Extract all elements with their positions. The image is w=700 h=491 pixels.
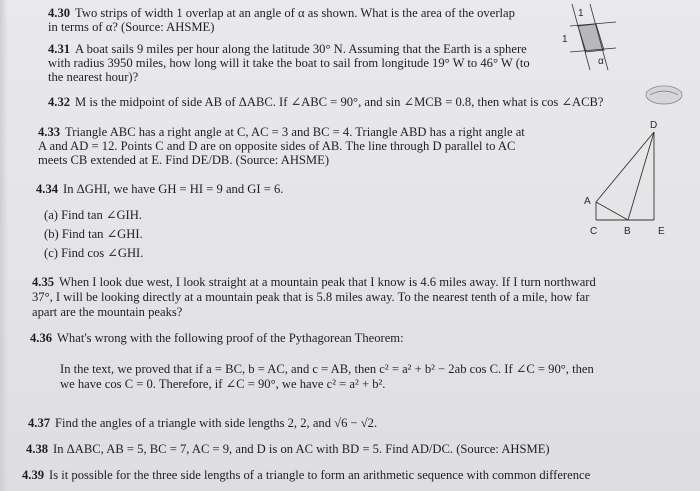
problem-4-32-line-1 bbox=[48, 95, 604, 109]
problem-4-30-line-1 bbox=[48, 6, 515, 20]
segment-DB bbox=[628, 132, 654, 220]
problem-4-35-line-2 bbox=[32, 290, 589, 304]
problem-number: 4.38 bbox=[26, 442, 49, 456]
problem-text: 37°, I will be looking directly at a mountain peak that is 5.8 miles away. To the nearest tenth of a mile, how far bbox=[32, 290, 590, 304]
problem-number: 4.35 bbox=[32, 275, 55, 289]
problem-4-33-line-2 bbox=[38, 139, 515, 153]
problem-4-38-line-1 bbox=[26, 442, 550, 456]
problem-text: M is the midpoint of side AB of ΔABC. If ∠ABC = 90°, and sin ∠MCB = 0.8, then what is cos ∠ACB? bbox=[75, 95, 604, 109]
problem-text: the nearest hour)? bbox=[48, 70, 139, 84]
problem-4-34-part-a: (a) Find tan ∠GIH. bbox=[44, 208, 142, 222]
problem-4-33-line-1 bbox=[38, 125, 525, 139]
problem-4-39-line-1 bbox=[22, 468, 590, 482]
problem-4-37-line-1 bbox=[28, 416, 377, 430]
vertex-label-E: E bbox=[658, 226, 665, 237]
problem-text: with radius 3950 miles, how long will it take the boat to sail from longitude 19° W to 46° W (to bbox=[48, 56, 530, 70]
vertex-label-C: C bbox=[590, 226, 598, 237]
angle-alpha-label: α bbox=[598, 56, 604, 67]
problem-4-30-line-2 bbox=[48, 20, 214, 34]
problem-text: meets CB extended at E. Find DE/DB. (Source: AHSME) bbox=[38, 153, 330, 167]
strip-width-label: 1 bbox=[578, 8, 584, 19]
problem-text: Triangle ABC has a right angle at C, AC = 3 and BC = 4. Triangle ABD has a right angle at bbox=[65, 125, 525, 139]
problem-text: A boat sails 9 miles per hour along the latitude 30° N. Assuming that the Earth is a sphere bbox=[75, 42, 527, 56]
vertex-label-D: D bbox=[650, 120, 658, 131]
problem-4-36-line-1 bbox=[30, 331, 404, 345]
problem-4-36-proof-line-1: In the text, we proved that if a = BC, b = AC, and c = AB, then c² = a² + b² − 2ab cos C. If ∠C = 90°, then bbox=[60, 362, 594, 376]
problem-4-34-part-c: (c) Find cos ∠GHI. bbox=[44, 246, 144, 260]
problem-4-31-line-1 bbox=[48, 42, 527, 56]
triangle-abde-figure bbox=[578, 118, 696, 246]
problem-text: apart are the mountain peaks? bbox=[32, 305, 183, 319]
problem-number: 4.31 bbox=[48, 42, 71, 56]
strip-width-label: 1 bbox=[562, 34, 568, 45]
problem-number: 4.30 bbox=[48, 6, 71, 20]
segment-AB bbox=[596, 202, 628, 220]
problem-number: 4.33 bbox=[38, 125, 61, 139]
overlapping-strips-figure bbox=[560, 4, 620, 72]
corner-stamp bbox=[644, 84, 684, 106]
problem-text: Two strips of width 1 overlap at an angle of α as shown. What is the area of the overlap bbox=[75, 6, 515, 20]
problem-4-34-line-1 bbox=[36, 182, 283, 196]
problem-text: Is it possible for the three side lengths of a triangle to form an arithmetic sequence with common difference bbox=[49, 468, 591, 482]
problem-text: When I look due west, I look straight at a mountain peak that I know is 4.6 miles away. If I turn northward bbox=[59, 275, 596, 289]
problem-4-35-line-1 bbox=[32, 275, 596, 289]
problem-text: in terms of α? (Source: AHSME) bbox=[48, 20, 215, 34]
problem-4-36-proof-line-2: we have cos C = 0. Therefore, if ∠C = 90°, we have c² = a² + b². bbox=[60, 377, 386, 391]
page-binding-shadow bbox=[0, 0, 8, 491]
problem-number: 4.34 bbox=[36, 182, 59, 196]
problem-4-31-line-2 bbox=[48, 56, 530, 70]
vertex-label-A: A bbox=[584, 196, 591, 207]
segment-AD bbox=[596, 132, 654, 202]
problem-text: In ΔGHI, we have GH = HI = 9 and GI = 6. bbox=[63, 182, 284, 196]
strip-overlap-region bbox=[578, 24, 604, 52]
problem-4-35-line-3 bbox=[32, 305, 182, 319]
problem-number: 4.32 bbox=[48, 95, 71, 109]
problem-number: 4.36 bbox=[30, 331, 53, 345]
vertex-label-B: B bbox=[624, 226, 631, 237]
problem-text: Find the angles of a triangle with side lengths 2, 2, and √6 − √2. bbox=[55, 416, 378, 430]
problem-4-34-part-b: (b) Find tan ∠GHI. bbox=[44, 227, 143, 241]
problem-4-33-line-3 bbox=[38, 153, 329, 167]
problem-number: 4.37 bbox=[28, 416, 51, 430]
problem-number: 4.39 bbox=[22, 468, 45, 482]
problem-4-31-line-3 bbox=[48, 70, 138, 84]
problem-text: A and AD = 12. Points C and D are on opposite sides of AB. The line through D parallel to AC bbox=[38, 139, 516, 153]
problem-text: In ΔABC, AB = 5, BC = 7, AC = 9, and D is on AC with BD = 5. Find AD/DC. (Source: AHSME) bbox=[53, 442, 550, 456]
problem-text: What's wrong with the following proof of the Pythagorean Theorem: bbox=[57, 331, 404, 345]
